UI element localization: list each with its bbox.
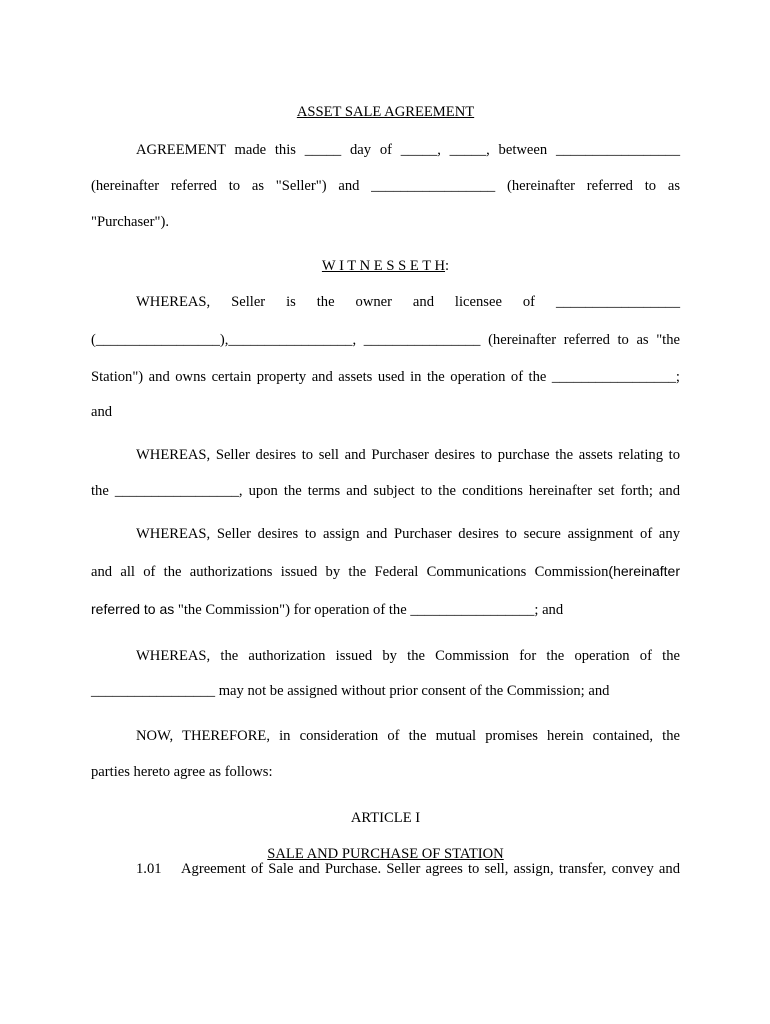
paragraph-line: WHEREAS, Seller is the owner and licensee of _________________ <box>136 294 680 310</box>
section-number: 1.01 <box>136 861 162 877</box>
paragraph-line: the _________________, upon the terms and subject to the conditions hereinafter set forth; and <box>91 483 680 499</box>
paragraph-line: WHEREAS, Seller desires to sell and Purchaser desires to purchase the assets relating to <box>136 447 680 463</box>
paragraph-line <box>91 600 680 619</box>
line-segment: (hereinafter <box>608 563 680 579</box>
line-segment: referred to as <box>91 601 175 617</box>
witnesseth-heading <box>91 257 680 275</box>
paragraph-line: _________________ may not be assigned without prior consent of the Commission; and <box>91 683 610 699</box>
paragraph-line <box>91 562 680 581</box>
paragraph-line: Station") and owns certain property and assets used in the operation of the _________________; <box>91 369 680 385</box>
line-segment: and all of the authorizations issued by the Federal Communications Commission <box>91 564 609 580</box>
paragraph-line: (hereinafter referred to as "Seller") and _________________ (hereinafter referred to as <box>91 178 680 194</box>
title-text: ASSET SALE AGREEMENT <box>296 104 475 120</box>
paragraph-line: parties hereto agree as follows: <box>91 764 273 780</box>
paragraph-line: (_________________),_________________, ________________ (hereinafter referred to as "the <box>91 332 680 348</box>
paragraph-line: NOW, THEREFORE, in consideration of the mutual promises herein contained, the <box>136 728 680 744</box>
paragraph-line: AGREEMENT made this _____ day of _____, _____, between _________________ <box>136 142 680 158</box>
paragraph-line: "Purchaser"). <box>91 214 169 230</box>
line-segment: "the Commission") for operation of the _________________; and <box>177 602 564 618</box>
section-text: Agreement of Sale and Purchase. Seller agrees to sell, assign, transfer, convey and <box>181 861 680 877</box>
article-heading: ARTICLE I <box>350 810 421 826</box>
paragraph-line: and <box>91 404 113 420</box>
witnesseth-text: W I T N E S S E T H <box>321 258 446 274</box>
article-title-text: SALE AND PURCHASE OF STATION <box>267 846 504 862</box>
document-title <box>91 103 680 121</box>
paragraph-line: WHEREAS, the authorization issued by the Commission for the operation of the <box>136 648 680 664</box>
section-1-01 <box>136 860 680 878</box>
paragraph-line: WHEREAS, Seller desires to assign and Purchaser desires to secure assignment of any <box>136 526 680 542</box>
witnesseth-colon: : <box>445 258 450 274</box>
